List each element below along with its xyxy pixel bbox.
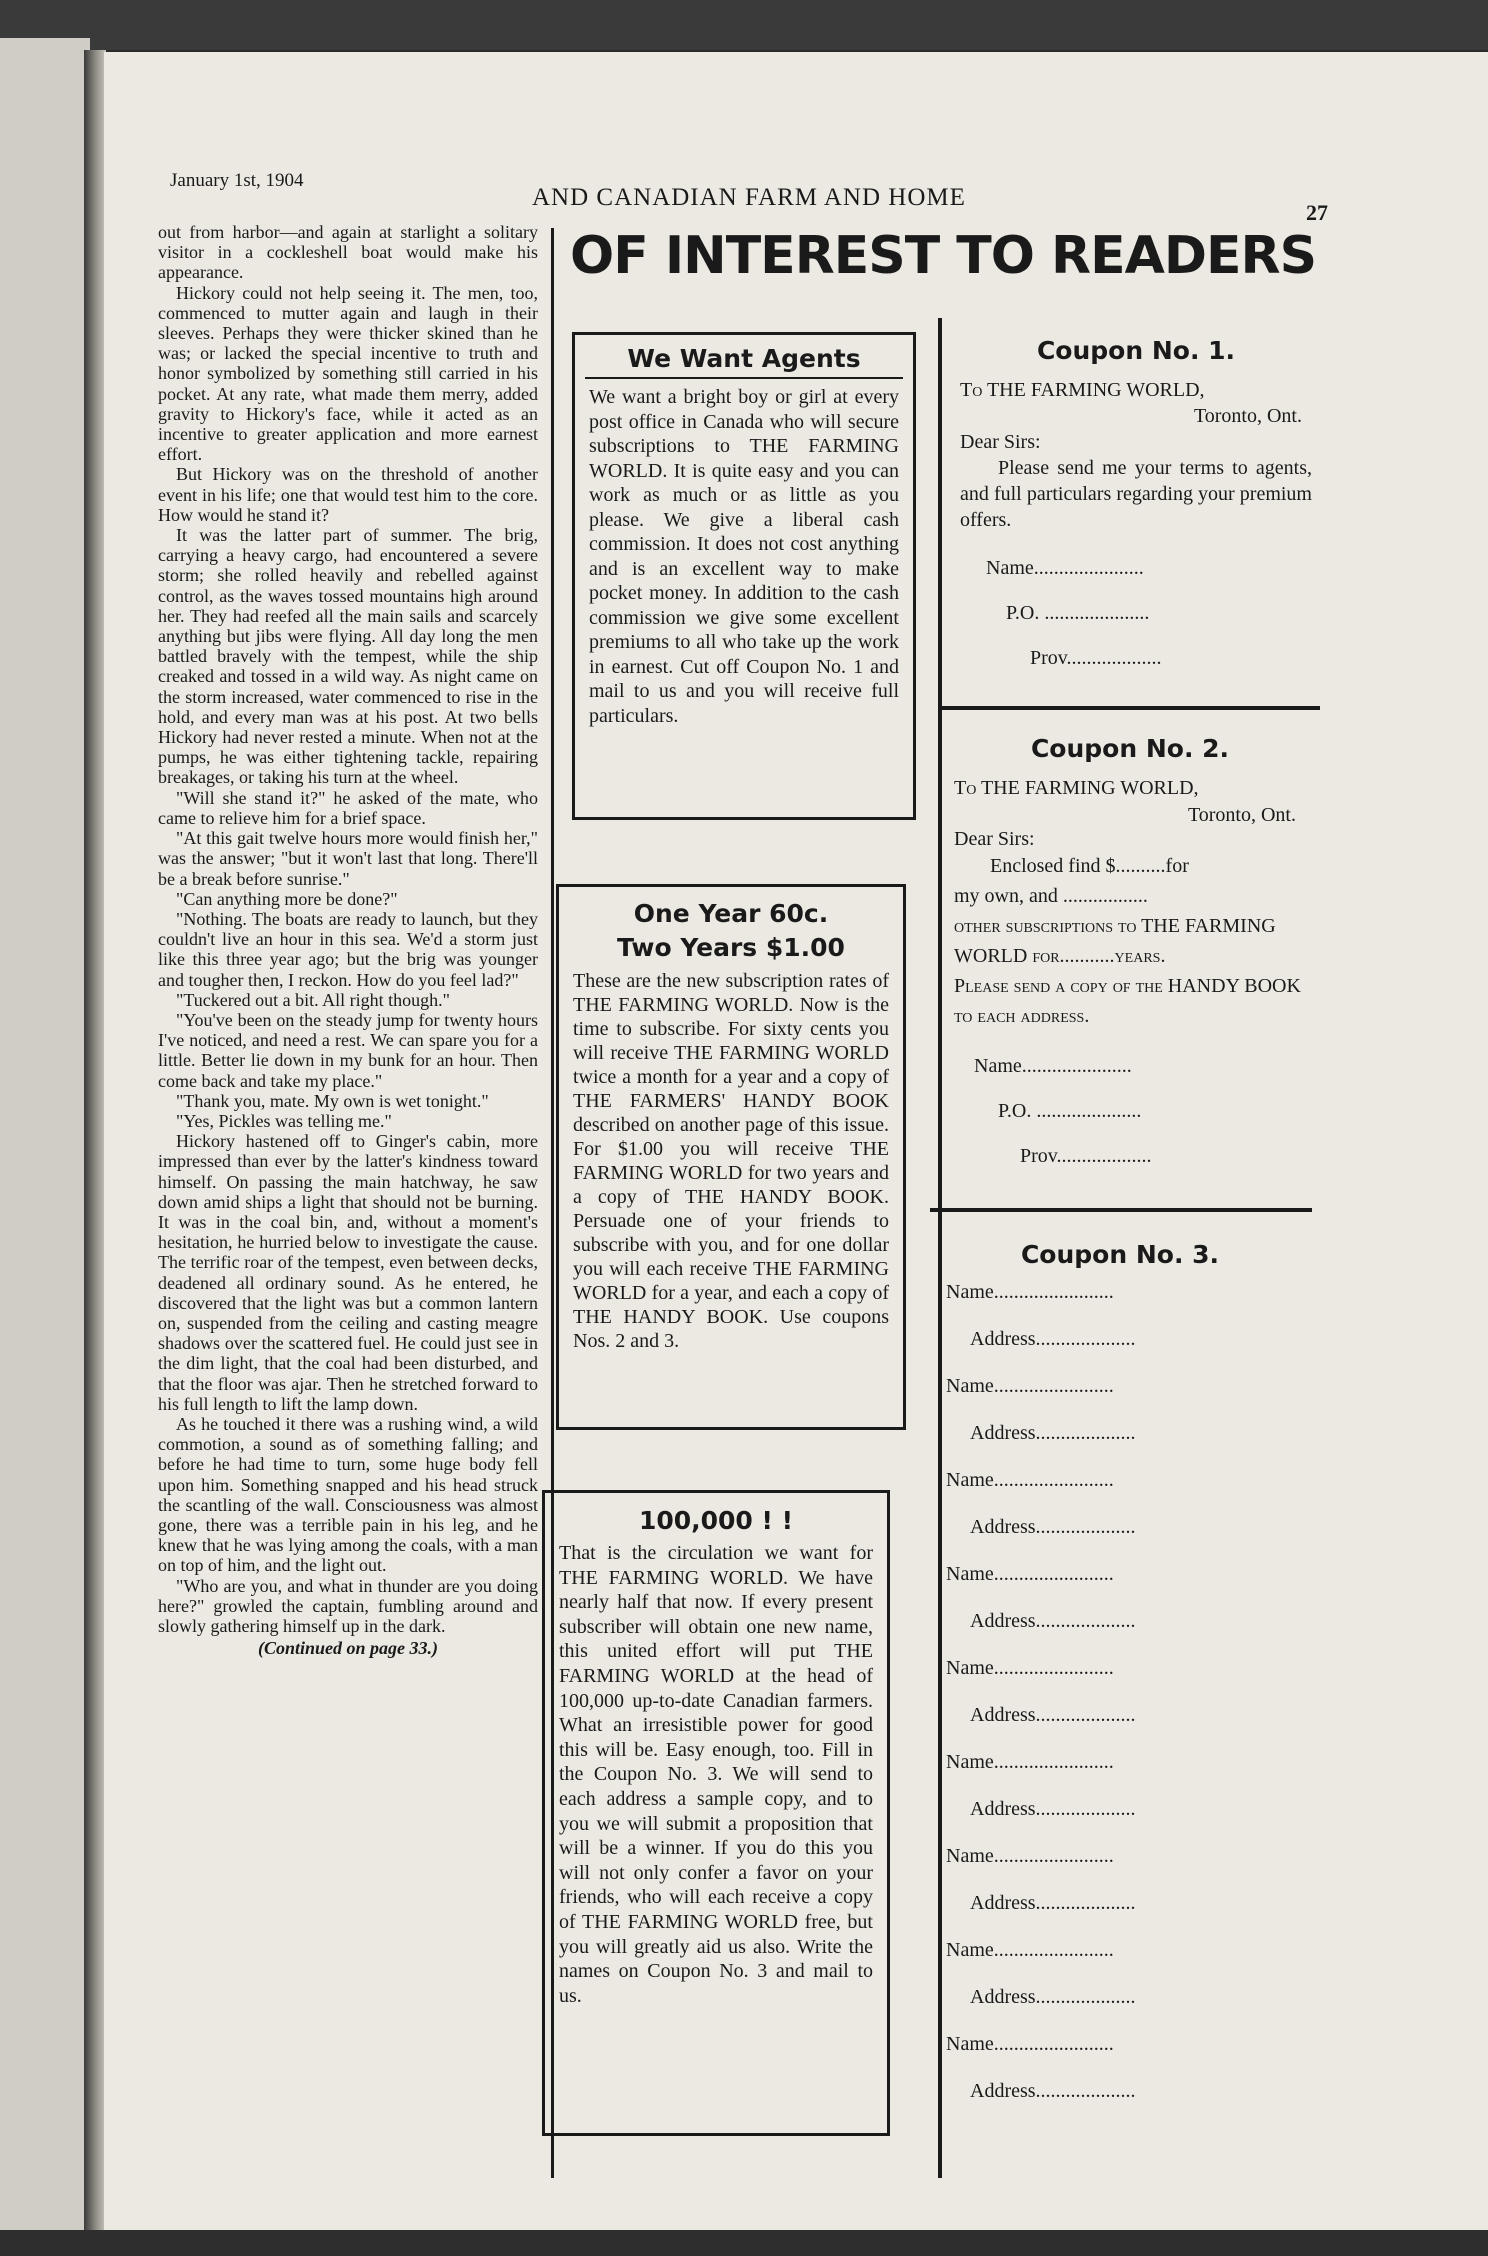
section-title: OF INTEREST TO READERS <box>570 226 1317 286</box>
continued-note: (Continued on page 33.) <box>257 1638 439 1659</box>
circulation-box-title: 100,000 ! ! <box>638 1506 794 1535</box>
running-head: AND CANADIAN FARM AND HOME <box>532 184 966 211</box>
story-paragraph: As he touched it there was a rushing wind, a wild commotion, a sound as of something falling; and before he had time to turn, some huge body fell upon him. Something snapped and his head struck the scantling of the wall. Consciousness was almost gone, there was a terrible pain in his leg, and he knew that he was lying among the coals, with a man on top of him, and the light out. <box>158 1413 538 1576</box>
coupon-3-name-line[interactable]: Name........................ <box>946 1563 1114 1585</box>
coupon-1 <box>960 336 1312 670</box>
agents-box-title: We Want Agents <box>585 341 903 379</box>
coupon-3-address-line[interactable]: Address.................... <box>970 1610 1136 1632</box>
coupon-3-name-line[interactable]: Name........................ <box>946 1281 1114 1303</box>
story-paragraph: "Will she stand it?" he asked of the mate, who came to relieve him for a brief space. <box>158 787 538 828</box>
coupon-2-po-line[interactable]: P.O. ..................... <box>998 1100 1142 1122</box>
rates-box-text: These are the new subscription rates of THE FARMING WORLD. Now is the time to subscribe. For sixty cents you will receive THE FARMING WORLD twice a month for a year and a copy of THE FARMERS' HANDY BOOK described on another page of this issue. For $1.00 you will receive THE FARMING WORLD for two years and a copy of THE HANDY BOOK. Persuade one of your friends to subscribe with you, and for one dollar you will each receive THE FARMING WORLD for a year, and each a copy of THE HANDY BOOK. Use coupons Nos. 2 and 3. <box>573 970 889 1352</box>
coupon-2-body-1[interactable]: Enclosed find $..........for <box>990 855 1189 877</box>
circulation-box-text: That is the circulation we want for THE FARMING WORLD. We have nearly half that now. If every present subscriber will obtain one new name, this united effort will put THE FARMING WORLD at the head of 100,000 up-to-date Canadian farmers. What an irresistible power for good this will be. Easy enough, too. Fill in the Coupon No. 3. We will send to each address a sample copy, and to you we will submit a proposition that will be a winner. If you do this you will not only confer a favor on your friends, who will each receive a copy of THE FARMING WORLD free, but you will greatly aid us also. Write the names on Coupon No. 3 and mail to us. <box>559 1542 873 2007</box>
rates-box <box>556 884 906 1430</box>
coupon-3-entries <box>940 1281 1300 2103</box>
story-paragraph: But Hickory was on the threshold of another event in his life; one that would test him to the core. How would he stand it? <box>158 464 538 525</box>
coupon-3-name-line[interactable]: Name........................ <box>946 1657 1114 1679</box>
circulation-box <box>542 1490 890 2136</box>
coupon-1-to: To THE FARMING WORLD, <box>960 379 1205 401</box>
page-number: 27 <box>1306 200 1328 225</box>
coupon-2-to: To THE FARMING WORLD, <box>954 777 1199 799</box>
coupon-3-address-line[interactable]: Address.................... <box>970 1422 1136 1444</box>
scan-border-top <box>0 0 1488 50</box>
story-paragraph: "Tuckered out a bit. All right though." <box>176 989 451 1010</box>
coupon-3-address-line[interactable]: Address.................... <box>970 1516 1136 1538</box>
coupon-3-address-line[interactable]: Address.................... <box>970 1986 1136 2008</box>
coupon-1-name-line[interactable]: Name...................... <box>986 557 1144 579</box>
story-paragraph: "You've been on the steady jump for twenty hours I've noticed, and need a rest. We can spare you for a little. Better lie down in my bunk for an hour. Then come back and take my place." <box>158 1009 538 1091</box>
coupon-2-city: Toronto, Ont. <box>1187 804 1296 826</box>
story-paragraph: "At this gait twelve hours more would finish her," was the answer; "but it won't last that long. There'll be a break before sunrise." <box>158 828 538 889</box>
coupon-divider-2 <box>930 1208 1312 1212</box>
coupon-1-po-line[interactable]: P.O. ..................... <box>1006 602 1150 624</box>
coupon-2-body-2[interactable]: my own, and ................. <box>954 885 1148 907</box>
story-column <box>158 222 538 1658</box>
coupon-3-name-line[interactable]: Name........................ <box>946 1469 1114 1491</box>
coupon-1-title: Coupon No. 1. <box>1036 336 1236 365</box>
coupon-2-salutation: Dear Sirs: <box>954 828 1035 850</box>
coupon-1-city: Toronto, Ont. <box>1193 405 1302 427</box>
coupon-1-salutation: Dear Sirs: <box>960 431 1041 453</box>
story-paragraph: "Thank you, mate. My own is wet tonight." <box>176 1090 489 1111</box>
coupon-2 <box>954 734 1306 1168</box>
coupon-3-name-line[interactable]: Name........................ <box>946 2033 1114 2055</box>
story-paragraph: "Who are you, and what in thunder are you doing here?" growled the captain, fumbling around and slowly gathering himself up in the dark. <box>158 1575 538 1637</box>
previous-page-edge <box>0 38 90 2238</box>
coupon-3-name-line[interactable]: Name........................ <box>946 1939 1114 1961</box>
coupon-1-prov-line[interactable]: Prov................... <box>1030 647 1162 669</box>
coupon-3-address-line[interactable]: Address.................... <box>970 1704 1136 1726</box>
coupon-3-name-line[interactable]: Name........................ <box>946 1845 1114 1867</box>
coupon-2-body-3[interactable]: other subscriptions to THE FARMING WORLD for...........years. <box>954 915 1276 967</box>
coupon-2-name-line[interactable]: Name...................... <box>974 1055 1132 1077</box>
coupon-3-address-line[interactable]: Address.................... <box>970 1892 1136 1914</box>
story-paragraph: Hickory hastened off to Ginger's cabin, more impressed than ever by the latter's kindness toward himself. On passing the main hatchway, he saw down amid ships a light that should not be burning. It was in the coal bin, and, without a moment's hesitation, he hurried below to investigate the cause. The terrific roar of the tempest, even between decks, deadened all ordinary sound. As he entered, he discovered that the light was but a common lantern on, suspended from the ceiling and casting meagre shadows over the scattered fuel. He could just see in the dim light, that the coal had been disturbed, and that the floor was ajar. Then he stretched forward to his full length to lift the lamp down. <box>158 1131 538 1414</box>
agents-box <box>572 332 916 820</box>
coupon-3-title: Coupon No. 3. <box>1020 1240 1220 1269</box>
coupon-2-body-4: Please send a copy of the HANDY BOOK to each address. <box>954 975 1301 1027</box>
story-paragraph: It was the latter part of summer. The brig, carrying a heavy cargo, had encountered a severe storm; she rolled heavily and rebelled against control, as the waves tossed mountains high around her. They had reefed all the main sails and scarcely anything but jibs were flying. All day long the men battled bravely with the tempest, while the ship creaked and tossed in a wild way. As night came on the storm increased, water commenced to rise in the hold, and every man was at his post. At two bells Hickory had never rested a minute. When not at the pumps, he was either tightening tackle, repairing breakages, or taking his turn at the wheel. <box>158 525 538 788</box>
coupon-3-name-line[interactable]: Name........................ <box>946 1751 1114 1773</box>
coupon-3 <box>940 1240 1300 2103</box>
page-binding-shadow <box>84 50 106 2230</box>
coupon-2-title: Coupon No. 2. <box>1030 734 1230 763</box>
story-paragraph: "Nothing. The boats are ready to launch, but they couldn't live an hour in this sea. We'd a storm just like this three year ago; but the brig was younger and tougher then, I reckon. How do you feel lad?" <box>158 908 538 990</box>
coupon-3-address-line[interactable]: Address.................... <box>970 2080 1136 2102</box>
coupon-3-address-line[interactable]: Address.................... <box>970 1328 1136 1350</box>
story-paragraph: "Can anything more be done?" <box>176 888 398 909</box>
coupon-1-body: Please send me your terms to agents, and full particulars regarding your premium offers. <box>960 457 1312 531</box>
story-paragraph: "Yes, Pickles was telling me." <box>176 1110 392 1131</box>
coupon-3-address-line[interactable]: Address.................... <box>970 1798 1136 1820</box>
story-paragraph: out from harbor—and again at starlight a solitary visitor in a cockleshell boat would make his appearance. <box>158 222 538 283</box>
rates-box-title-1: One Year 60c. <box>633 899 829 928</box>
coupon-3-name-line[interactable]: Name........................ <box>946 1375 1114 1397</box>
coupon-divider-1 <box>942 706 1320 710</box>
agents-box-text: We want a bright boy or girl at every post office in Canada who will secure subscriptions to THE FARMING WORLD. It is quite easy and you can work as much or as little as you please. We give a liberal cash commission. It does not cost anything and is an excellent way to make pocket money. In addition to the cash commission we give some excellent premiums to all who take up the work in earnest. Cut off Coupon No. 1 and mail to us and you will receive full particulars. <box>589 386 899 727</box>
issue-date: January 1st, 1904 <box>170 170 304 191</box>
scan-border-bottom <box>0 2230 1488 2256</box>
coupon-2-prov-line[interactable]: Prov................... <box>1020 1145 1152 1167</box>
story-paragraph: Hickory could not help seeing it. The men, too, commenced to mutter again and laugh in their sleeves. Perhaps they were thicker skined than he was; or lacked the special incentive to truth and honor symbolized by something still carried in his pocket. At any rate, what made them merry, added gravity to Hickory's face, while it acted as an incentive to greater application and more earnest effort. <box>158 282 538 465</box>
rates-box-title-2: Two Years $1.00 <box>617 933 845 962</box>
